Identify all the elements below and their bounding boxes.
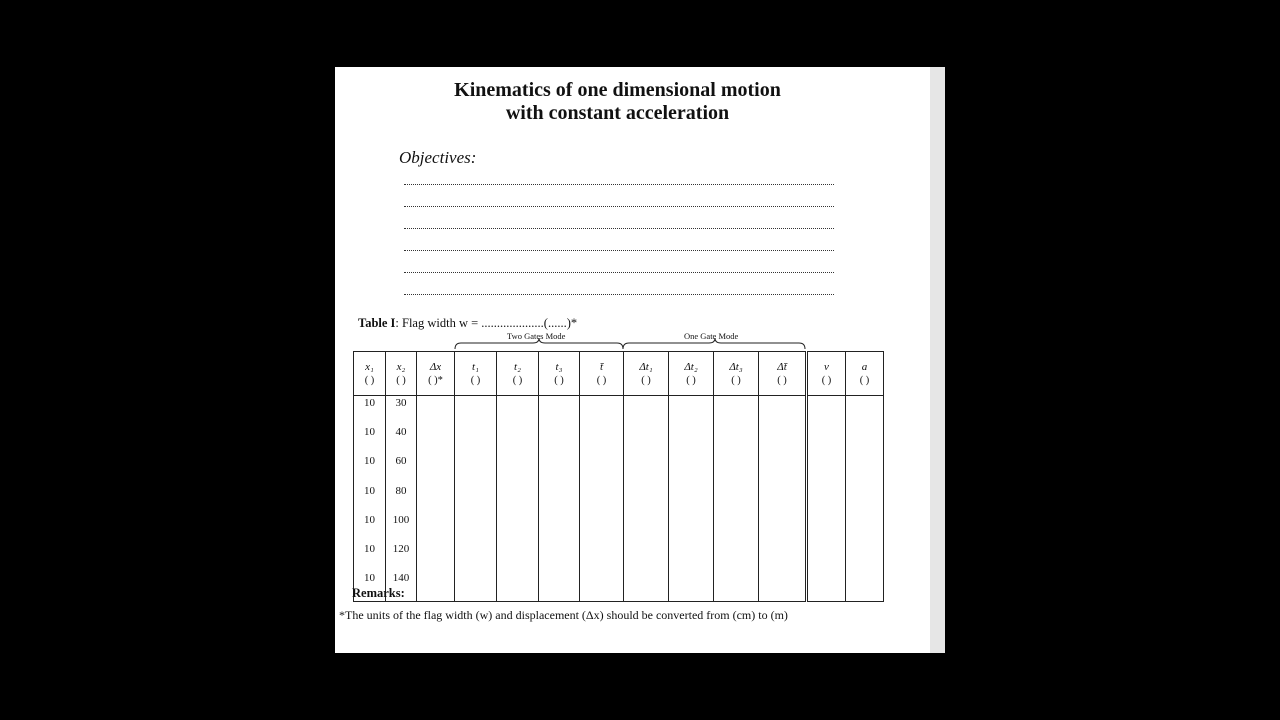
empty-entry-cell[interactable]: [759, 455, 807, 484]
column-symbol: t₂: [514, 360, 521, 373]
empty-entry-cell[interactable]: [759, 572, 807, 602]
column-header: [497, 352, 539, 396]
table-row: [354, 543, 884, 572]
title-line-1: Kinematics of one dimensional motion: [454, 79, 781, 101]
x1-value: 10: [354, 485, 386, 514]
empty-entry-cell[interactable]: [807, 572, 846, 602]
empty-entry-cell[interactable]: [497, 426, 539, 455]
column-unit[interactable]: ( ): [554, 374, 564, 386]
column-symbol: Δx: [429, 360, 442, 373]
empty-entry-cell[interactable]: [580, 572, 624, 602]
vertical-scrollbar[interactable]: [930, 67, 945, 653]
empty-entry-cell[interactable]: [455, 396, 497, 427]
column-symbol: v: [824, 360, 829, 373]
empty-entry-cell[interactable]: [669, 572, 714, 602]
one-gate-brace: [623, 338, 805, 349]
x2-value: 100: [386, 514, 417, 543]
empty-entry-cell[interactable]: [455, 543, 497, 572]
empty-entry-cell[interactable]: [759, 543, 807, 572]
empty-entry-cell[interactable]: [807, 485, 846, 514]
empty-entry-cell[interactable]: [807, 426, 846, 455]
empty-entry-cell[interactable]: [807, 514, 846, 543]
column-header: [354, 352, 386, 396]
table-caption: [358, 316, 577, 331]
column-unit[interactable]: ( ): [731, 374, 741, 386]
empty-entry-cell[interactable]: [497, 396, 539, 427]
empty-entry-cell[interactable]: [539, 396, 580, 427]
empty-entry-cell[interactable]: [846, 514, 884, 543]
empty-entry-cell[interactable]: [417, 455, 455, 484]
empty-entry-cell[interactable]: [669, 396, 714, 427]
table-caption-label: Table I: [358, 316, 396, 330]
table-row: [354, 396, 884, 427]
table-row: [354, 426, 884, 455]
empty-entry-cell[interactable]: [846, 396, 884, 427]
empty-entry-cell[interactable]: [759, 514, 807, 543]
table-header-row: [354, 352, 884, 396]
empty-entry-cell[interactable]: [807, 543, 846, 572]
objective-dotted-line[interactable]: [404, 294, 834, 295]
footnote: *The units of the flag width (w) and displacement (Δx) should be converted from (cm) to (m): [339, 608, 788, 622]
empty-entry-cell[interactable]: [714, 396, 759, 427]
objective-dotted-line[interactable]: [404, 184, 834, 185]
table-row: [354, 485, 884, 514]
column-symbol: x₁: [365, 360, 374, 373]
column-header: [669, 352, 714, 396]
column-header: [417, 352, 455, 396]
empty-entry-cell[interactable]: [417, 572, 455, 602]
column-symbol: Δt₂: [684, 360, 698, 373]
remarks-label: Remarks:: [352, 586, 405, 600]
column-symbol: a: [861, 360, 868, 373]
empty-entry-cell[interactable]: [455, 485, 497, 514]
column-header: [624, 352, 669, 396]
empty-entry-cell[interactable]: [669, 426, 714, 455]
empty-entry-cell[interactable]: [624, 455, 669, 484]
x2-value: 120: [386, 543, 417, 572]
column-symbol: t₃: [555, 360, 563, 373]
column-unit[interactable]: ( ): [859, 374, 870, 386]
empty-entry-cell[interactable]: [846, 426, 884, 455]
empty-entry-cell[interactable]: [624, 543, 669, 572]
empty-entry-cell[interactable]: [846, 543, 884, 572]
empty-entry-cell[interactable]: [714, 455, 759, 484]
empty-entry-cell[interactable]: [624, 396, 669, 427]
empty-entry-cell[interactable]: [624, 485, 669, 514]
x2-value: 140: [386, 572, 417, 602]
empty-entry-cell[interactable]: [497, 572, 539, 602]
column-header: [759, 352, 807, 396]
empty-entry-cell[interactable]: [580, 396, 624, 427]
empty-entry-cell[interactable]: [539, 543, 580, 572]
x2-value: 30: [386, 396, 417, 427]
empty-entry-cell[interactable]: [497, 455, 539, 484]
column-unit[interactable]: ( ): [641, 374, 651, 386]
x1-value: 10: [354, 426, 386, 455]
empty-entry-cell[interactable]: [417, 485, 455, 514]
column-header: [714, 352, 759, 396]
column-unit[interactable]: ( ): [686, 374, 696, 386]
column-header: [846, 352, 884, 396]
document-page: [335, 67, 930, 653]
x1-value: 10: [354, 572, 386, 602]
empty-entry-cell[interactable]: [807, 455, 846, 484]
column-header: [386, 352, 417, 396]
empty-entry-cell[interactable]: [846, 572, 884, 602]
empty-entry-cell[interactable]: [455, 514, 497, 543]
column-unit[interactable]: ( ): [396, 374, 406, 386]
column-unit[interactable]: ( ): [821, 374, 832, 386]
empty-entry-cell[interactable]: [759, 396, 807, 427]
table-row: [354, 455, 884, 484]
table-body: [354, 396, 884, 602]
empty-entry-cell[interactable]: [624, 426, 669, 455]
column-unit[interactable]: ( ): [512, 374, 523, 386]
column-symbol: x₂: [396, 360, 406, 373]
empty-entry-cell[interactable]: [669, 543, 714, 572]
empty-entry-cell[interactable]: [417, 514, 455, 543]
empty-entry-cell[interactable]: [580, 455, 624, 484]
column-symbol: t₁: [472, 360, 479, 373]
x1-value: 10: [354, 396, 386, 427]
empty-entry-cell[interactable]: [539, 572, 580, 602]
empty-entry-cell[interactable]: [417, 426, 455, 455]
empty-entry-cell[interactable]: [714, 543, 759, 572]
empty-entry-cell[interactable]: [807, 396, 846, 427]
column-symbol: Δt̄: [777, 360, 787, 373]
empty-entry-cell[interactable]: [714, 485, 759, 514]
two-gates-brace: [455, 338, 623, 349]
column-unit[interactable]: ( ): [596, 374, 607, 386]
empty-entry-cell[interactable]: [714, 572, 759, 602]
empty-entry-cell[interactable]: [669, 455, 714, 484]
data-table: [353, 351, 884, 602]
one-gate-mode-label: One Gate Mode: [684, 331, 739, 341]
column-unit[interactable]: ( )*: [428, 374, 443, 386]
empty-entry-cell[interactable]: [539, 485, 580, 514]
empty-entry-cell[interactable]: [455, 572, 497, 602]
empty-entry-cell[interactable]: [759, 426, 807, 455]
empty-entry-cell[interactable]: [846, 455, 884, 484]
x1-value: 10: [354, 455, 386, 484]
x1-value: 10: [354, 543, 386, 572]
column-unit[interactable]: ( ): [364, 374, 375, 386]
column-symbol: Δt₁: [639, 360, 653, 373]
empty-entry-cell[interactable]: [455, 426, 497, 455]
two-gates-mode-label: Two Gates Mode: [507, 331, 566, 341]
empty-entry-cell[interactable]: [624, 514, 669, 543]
empty-entry-cell[interactable]: [714, 426, 759, 455]
empty-entry-cell[interactable]: [846, 485, 884, 514]
x2-value: 40: [386, 426, 417, 455]
x2-value: 80: [386, 485, 417, 514]
empty-entry-cell[interactable]: [714, 514, 759, 543]
table-row: [354, 514, 884, 543]
empty-entry-cell[interactable]: [669, 485, 714, 514]
empty-entry-cell[interactable]: [669, 514, 714, 543]
empty-entry-cell[interactable]: [624, 572, 669, 602]
empty-entry-cell[interactable]: [580, 543, 624, 572]
column-unit[interactable]: ( ): [777, 374, 787, 386]
empty-entry-cell[interactable]: [539, 426, 580, 455]
column-symbol: t̄: [599, 360, 604, 373]
objective-dotted-line[interactable]: [404, 228, 834, 229]
group-braces: [335, 337, 930, 351]
column-header: [580, 352, 624, 396]
column-header: [539, 352, 580, 396]
empty-entry-cell[interactable]: [539, 455, 580, 484]
column-unit[interactable]: ( ): [470, 374, 481, 386]
objective-dotted-line[interactable]: [404, 272, 834, 273]
empty-entry-cell[interactable]: [539, 514, 580, 543]
column-symbol: Δt₃: [729, 360, 743, 373]
empty-entry-cell[interactable]: [417, 396, 455, 427]
empty-entry-cell[interactable]: [497, 514, 539, 543]
empty-entry-cell[interactable]: [580, 485, 624, 514]
column-header: [455, 352, 497, 396]
table-row: [354, 572, 884, 602]
x1-value: 10: [354, 514, 386, 543]
objective-dotted-line[interactable]: [404, 250, 834, 251]
document-title: [335, 79, 900, 125]
empty-entry-cell[interactable]: [759, 485, 807, 514]
table-caption-text: : Flag width w = ....................(......)*: [395, 316, 578, 330]
empty-entry-cell[interactable]: [580, 514, 624, 543]
column-header: [807, 352, 846, 396]
empty-entry-cell[interactable]: [417, 543, 455, 572]
empty-entry-cell[interactable]: [455, 455, 497, 484]
x2-value: 60: [386, 455, 417, 484]
title-line-2: with constant acceleration: [505, 102, 730, 124]
objectives-label: Objectives:: [399, 148, 477, 167]
empty-entry-cell[interactable]: [497, 543, 539, 572]
objective-dotted-line[interactable]: [404, 206, 834, 207]
empty-entry-cell[interactable]: [497, 485, 539, 514]
empty-entry-cell[interactable]: [580, 426, 624, 455]
